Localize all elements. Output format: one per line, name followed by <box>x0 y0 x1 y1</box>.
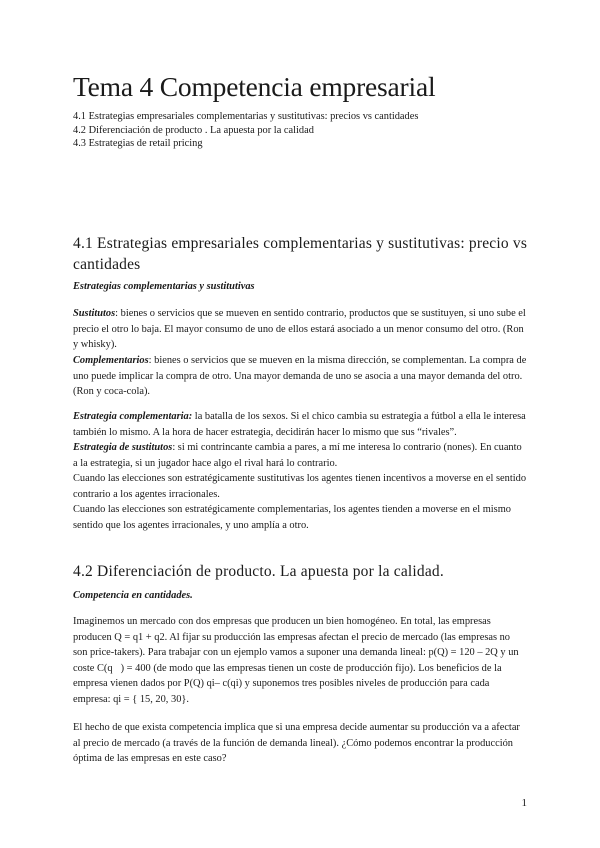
text-estrategia-sustitutos: : si mi contrincante cambia a pares, a mí me interesa lo contrario (nones). En cuanto a la estrategia, si un jugador hace algo el rival hará lo contrario. <box>73 442 522 469</box>
page-number: 1 <box>521 797 527 809</box>
paragraph-mercado: Imaginemos un mercado con dos empresas que producen un bien homogéneo. En total, las empresas producen Q = q1 + q2. Al fijar su producción las empresas afectan el precio de mercado (las empresas no son price-takers). Para trabajar con un ejemplo vamos a suponer una demanda lineal: p(Q) = 120 – 2Q y un coste C(q ) = 400 (de modo que las empresas tienen un coste de producción fijo). Los beneficios de la empresa vienen dados por P(Q) qi– c(qi) y suponemos tres posibles niveles de producción para cada empresa: qi = { 15, 20, 30}. <box>73 616 519 705</box>
page-title: Tema 4 Competencia empresarial <box>73 71 436 102</box>
paragraph-competencia: El hecho de que exista competencia implica que si una empresa decide aumentar su producción va a afectar al precio de mercado (a través de la función de demanda lineal). ¿Cómo podemos encontrar la producción óptima de las empresas en este caso? <box>73 722 520 765</box>
term-sustitutos: Sustitutos <box>73 308 116 319</box>
term-complementarios: Complementarios <box>73 355 149 366</box>
paragraph-sustitutivas: Cuando las elecciones son estratégicamente sustitutivas los agentes tienen incentivos a moverse en el sentido contrario a los agentes irracionales. <box>73 473 527 500</box>
toc-item: 4.2 Diferenciación de producto . La apuesta por la calidad <box>73 124 314 136</box>
section-heading-4-1: 4.1 Estrategias empresariales complementarias y sustitutivas: precio vs cantidades <box>73 235 528 273</box>
toc-item: 4.3 Estrategias de retail pricing <box>73 138 203 149</box>
text-sustitutos: : bienes o servicios que se mueven en sentido contrario, productos que se sustituyen, si uno sube el precio el otro lo baja. El mayor consumo de uno de ellos estará asociado a un menor consumo del otro. (Ron y whisky). <box>73 308 526 351</box>
subheading-competencia-cantidades: Competencia en cantidades. <box>73 590 193 601</box>
paragraph-estrategia-complementaria <box>73 409 527 440</box>
subheading-estrategias: Estrategias complementarias y sustitutivas <box>73 281 255 292</box>
term-estrategia-complementaria: Estrategia complementaria: <box>73 411 193 422</box>
text-estrategia-complementaria: la batalla de los sexos. Si el chico cambia su estrategia a fútbol a ella le interesa también lo mismo. A la hora de hacer estrategia, decidirán hacer lo mismo que sus “rivales”. <box>73 411 526 438</box>
paragraph-complementarios <box>73 353 527 400</box>
section-heading-4-2: 4.2 Diferenciación de producto. La apuesta por la calidad. <box>73 563 444 580</box>
paragraph-sustitutos <box>73 306 527 353</box>
paragraph-estrategia-sustitutos <box>73 440 527 471</box>
toc-item: 4.1 Estrategias empresariales complementarias y sustitutivas: precios vs cantidades <box>73 111 419 122</box>
table-of-contents <box>73 110 418 151</box>
term-estrategia-sustitutos: Estrategia de sustitutos <box>73 442 173 453</box>
text-complementarios: : bienes o servicios que se mueven en la misma dirección, se complementan. La compra de uno puede implicar la compra de otro. Una mayor demanda de uno se asocia a una mayor demanda del otro. (Ron y coca-cola). <box>73 355 527 398</box>
paragraph-complementarias: Cuando las elecciones son estratégicamente complementarias, los agentes tienden a moverse en el mismo sentido que los agentes irracionales, y uno amplía a otro. <box>73 504 511 531</box>
